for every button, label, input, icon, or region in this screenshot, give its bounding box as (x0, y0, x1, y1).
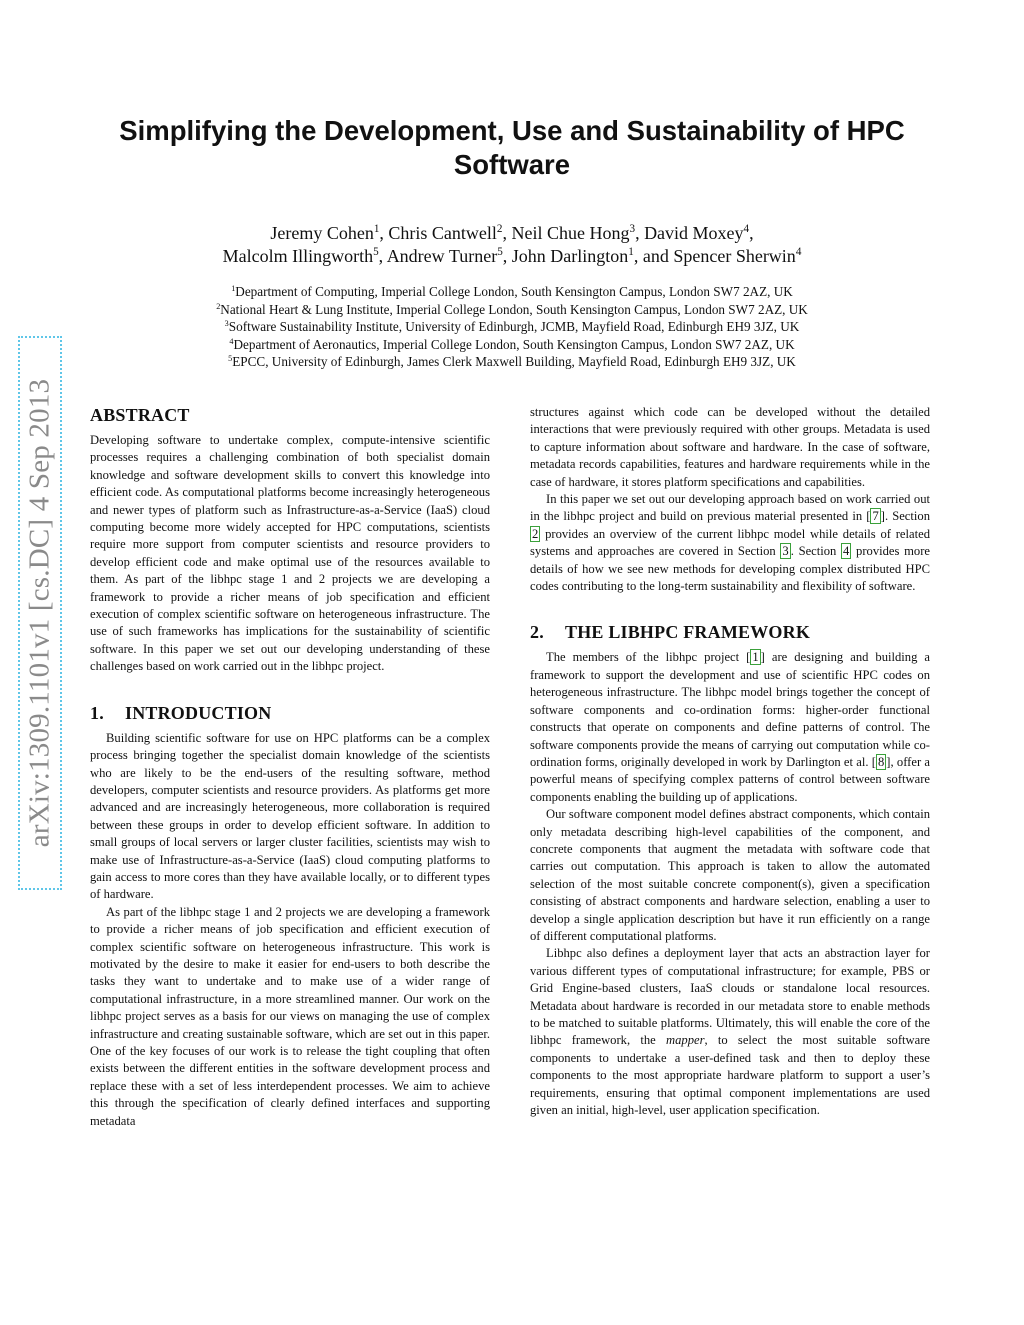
affiliation-mark: 5 (228, 354, 233, 364)
section-heading-introduction (90, 702, 490, 724)
section-number: 1. (90, 702, 104, 723)
paragraph: As part of the libhpc stage 1 and 2 projects we are developing a framework to provide a richer means of job specification and efficient execution of complex scientific software on heterogeneous infrastructure. This work is motivated by the desire to make it easier for end-users to both describe the tasks they want to undertake and to make use of a wider range of computational infrastructure, in a more streamlined manner. Our work on the libhpc project serves as a basis for our views on managing the use of complex infrastructure and creating sustainable software, which are set out in this paper. One of the key focuses of our work is to release the tight coupling that often exists between the different entities in the software development process and replace these with a set of less interdependent processes. We aim to achieve this through the specification of clearly defined interfaces and supporting metadata (90, 904, 490, 1128)
affiliation-text: National Heart & Lung Institute, Imperial College London, South Kensington Campus, London SW7 2AZ, UK (220, 301, 808, 317)
author-separator: , (502, 223, 512, 243)
affiliation (80, 318, 944, 336)
abstract-text: Developing software to undertake complex, compute-intensive scientific processes requires a challenging combination of both specialist domain knowledge and software development skills to convert this knowledge into efficient code. As computational platforms become increasingly heterogeneous and newer types of platform such as Infrastructure-as-a-Service (IaaS) cloud computing become more widely accepted for HPC computations, scientists require more support from computer scientists and resource providers to develop efficient code and make optimal use of the resources available to them. As part of the libhpc stage 1 and 2 projects we are developing a framework to provide a richer means of job specification and efficient execution of complex scientific software on heterogeneous infrastructure. The use of such frameworks has implications for the sustainability of scientific software. In this paper we set out our developing understanding of these challenges based on work carried out in the libhpc project. (90, 433, 490, 674)
text-run: The members of the libhpc project (546, 650, 747, 665)
affiliation-mark: 1 (231, 283, 236, 293)
text-run: provides more details of how we see new methods for developing complex distributed HPC codes contributing to the long-term sustainability and flexibility of software. (530, 544, 930, 594)
affiliation (80, 336, 944, 354)
author-separator: , (379, 223, 389, 243)
emphasis: mapper (666, 1033, 705, 1048)
section-number: 2. (530, 622, 544, 643)
text-run: . Section (790, 544, 842, 559)
abstract-heading: ABSTRACT (90, 405, 190, 425)
paragraph: The members of the libhpc project [ 1 ] are designing and building a framework to support the development and use of scientific HPC codes on heterogeneous infrastructure. The libhpc model brings together the concept of software components and co-ordination forms: higher-order functional constructs that operate on components and define patterns of control. The software components provide the means of carrying out computation while co-ordination forms, originally developed in work by Darlington et al. [ 8 ], offer a powerful means of specifying complex patterns of control between software components enabling the building up of applications. (530, 650, 931, 804)
author-name: Malcolm Illingworth (222, 246, 374, 266)
author-separator: , (749, 223, 754, 243)
author-affil-mark: 3 (629, 223, 636, 236)
author-name: Neil Chue Hong (511, 223, 630, 243)
text-run: In this paper we set out our developing approach based on work carried out in the libhpc project and build on previous material presented in (530, 492, 930, 524)
author-separator: , (635, 223, 645, 243)
affiliation-list (80, 283, 944, 371)
text-run: . Section (884, 509, 930, 524)
paragraph: Our software component model defines abstract components, which contain only metadata describing high-level capabilities of the component, and concrete components that augment the metadata with software code that carries out computation. This approach is taken to allow the automated selection of the most suitable concrete component(s), given a specification consisting of abstract components and hardware selection, enabling a user to develop a single application description but have it run efficiently on a range of different computational platforms. (530, 807, 930, 943)
author-line-1 (80, 222, 944, 245)
author-name: John Darlington (511, 246, 629, 266)
affiliation (80, 301, 944, 319)
section-title: INTRODUCTION (125, 702, 272, 723)
paragraph: Building scientific software for use on HPC platforms can be a complex process bringing together the specialist domain knowledge of the scientists who are likely to be the end-users of the resulting software, method developers, computer scientists and resource providers. As platforms get more advanced and are increasingly heterogeneous, more collaboration is required between these groups in order to develop efficient software. In addition to small groups of local servers or larger cluster facilities, scientists may wish to make use of Infrastructure-as-a-Service (IaaS) cloud computing platforms to gain access to more cores than they have available locally, or to different types of hardware. (90, 730, 490, 902)
paragraph: In this paper we set out our developing approach based on work carried out in the libhpc project and build on previous material presented in [ 7 ]. Section 2 provides an overview of the current libhpc model while details of related systems and approaches are covered in Section 3 . Section 4 provides more details of how we see new methods for developing complex distributed HPC codes contributing to the long-term sustainability and flexibility of software. (530, 492, 930, 594)
author-list (80, 222, 944, 268)
text-run: , to select the most suitable software components to undertake a user-defined task and then to deploy these components to the most appropriate hardware platform to support a user’s requirements, ensuring that optimal component implementations are used given an initial, high-level, user application specification. (530, 1033, 930, 1118)
author-name: Andrew Turner (386, 246, 498, 266)
author-affil-mark: 1 (373, 223, 380, 236)
author-name: Chris Cantwell (388, 223, 497, 243)
affiliation-text: Department of Computing, Imperial College London, South Kensington Campus, London SW7 2AZ, UK (235, 284, 793, 299)
author-affil-mark: 1 (628, 246, 634, 259)
text-run: Libhpc also defines a deployment layer that acts an abstraction layer for various different types of computational infrastructure; for example, PBS or Grid Engine-based clusters, IaaS clouds or standalone local resources. Metadata about hardware is recorded in our metadata store to enable methods to be matched to suitable platforms. Ultimately, this will enable the core of the libhpc framework, the (530, 946, 930, 1048)
author-separator: , (378, 246, 387, 266)
section-link[interactable]: 4 (843, 544, 850, 559)
affiliation (80, 283, 944, 301)
author-line-2 (80, 245, 944, 268)
section-heading-libhpc (530, 621, 930, 643)
text-run: provides an overview of the current libhpc model while details of related systems and approaches are covered in Section (530, 526, 930, 559)
citation-link[interactable]: 8 (877, 754, 885, 769)
author-affil-mark: 4 (743, 223, 750, 236)
section-title: THE LIBHPC FRAMEWORK (565, 622, 811, 643)
affiliation-mark: 4 (229, 336, 234, 346)
left-column (90, 404, 490, 1130)
author-affil-mark: 2 (496, 223, 503, 236)
arxiv-stamp[interactable]: arXiv:1309.1101v1 [cs.DC] 4 Sep 2013 (23, 378, 56, 848)
author-affil-mark: 5 (497, 246, 503, 259)
affiliation-text: Department of Aeronautics, Imperial College London, South Kensington Campus, London SW7 2AZ, UK (233, 336, 795, 352)
author-affil-mark: 4 (795, 246, 802, 259)
paragraph: structures against which code can be developed without the detailed interactions that were previously required with other groups. Metadata is used to capture information about software and hardware. In the case of software, metadata records capabilities, features and hardware requirements while in the case of hardware, it stores platform specifications and capabilities. (530, 405, 930, 489)
paper-title: Simplifying the Development, Use and Sustainability of HPC Software (119, 115, 905, 180)
text-run: , offer a powerful means of specifying complex patterns of control between software components enabling the building up of applications. (530, 754, 930, 804)
author-separator: , and (633, 246, 674, 266)
affiliation-mark: 3 (224, 319, 229, 329)
section-link[interactable]: 3 (782, 544, 789, 559)
affiliation-text: Software Sustainability Institute, University of Edinburgh, JCMB, Mayfield Road, Edinburgh EH9 3JZ, UK (228, 319, 800, 335)
text-run: are designing and building a framework to support the development and use of scientific HPC codes on heterogeneous infrastructure. The libhpc model brings together the concept of software components and co-ordination forms: higher-order functional constructs that operate on components and define patterns of control. The software components provide the means of carrying out computation while co-ordination forms, originally developed in work by Darlington et al. (530, 650, 931, 769)
affiliation (80, 353, 944, 371)
section-link[interactable]: 2 (532, 526, 539, 541)
affiliation-text: EPCC, University of Edinburgh, James Clerk Maxwell Building, Mayfield Road, Edinburgh EH9 3JZ, UK (232, 354, 796, 370)
citation-link[interactable]: 7 (872, 509, 879, 524)
author-name: Spencer Sherwin (673, 246, 796, 266)
right-column (530, 404, 930, 1119)
affiliation-mark: 2 (216, 301, 221, 311)
author-name: David Moxey (644, 223, 744, 243)
citation-link[interactable]: 1 (752, 650, 759, 665)
author-separator: , (502, 246, 512, 266)
author-name: Jeremy Cohen (270, 223, 374, 243)
paragraph (530, 945, 930, 1119)
author-affil-mark: 5 (373, 246, 379, 259)
